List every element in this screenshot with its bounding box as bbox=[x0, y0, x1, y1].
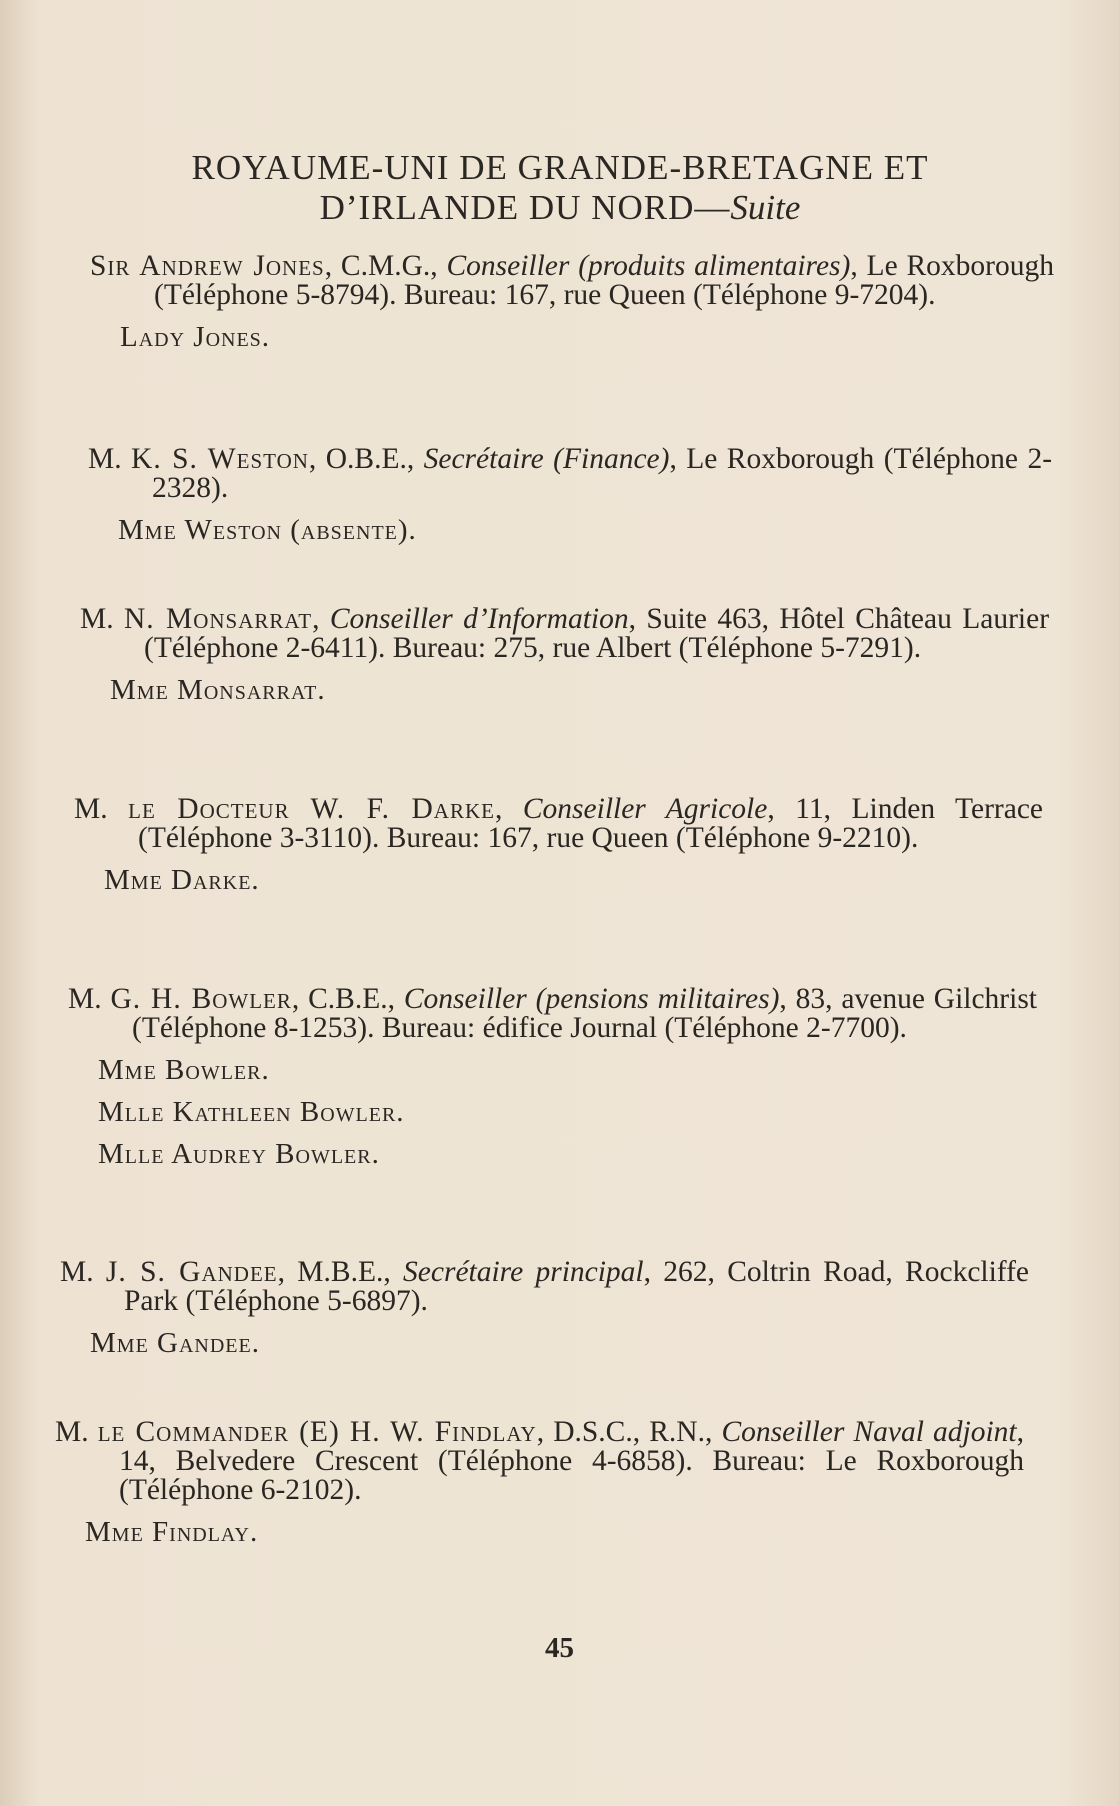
entry-gandee bbox=[0, 1258, 1119, 1358]
entry-title: Secrétaire (Finance) bbox=[423, 443, 670, 475]
entry-jones bbox=[0, 252, 1119, 352]
member: Mme Weston (absente). bbox=[118, 514, 417, 546]
entry-title: Secrétaire principal bbox=[403, 1256, 644, 1288]
entry-honours: , C.M.G., bbox=[324, 250, 447, 282]
entry-honours: , M.B.E., bbox=[277, 1256, 404, 1288]
member: Mme Bowler. bbox=[98, 1054, 270, 1086]
entry-text bbox=[80, 605, 1049, 663]
entry-prefix: M. bbox=[55, 1416, 89, 1448]
entry-text bbox=[60, 1258, 1029, 1316]
member: Mme Findlay. bbox=[85, 1516, 259, 1548]
entry-title: Conseiller Naval adjoint bbox=[721, 1416, 1017, 1448]
entry-details: , 262, Coltrin Road, Rockcliffe Park (Téléphone 5-6897). bbox=[124, 1256, 1030, 1317]
entry-title: Conseiller d’Information bbox=[329, 603, 629, 635]
entry-findlay bbox=[0, 1418, 1119, 1547]
member: Lady Jones. bbox=[120, 321, 271, 353]
heading-line-2 bbox=[120, 188, 1000, 228]
entry-weston bbox=[0, 445, 1119, 545]
entry-prefix: M. bbox=[68, 983, 102, 1015]
entry-prefix: M. bbox=[60, 1256, 94, 1288]
entry-monsarrat bbox=[0, 605, 1119, 705]
entry-name: J. S. Gandee bbox=[105, 1256, 278, 1288]
member: Mlle Kathleen Bowler. bbox=[98, 1096, 405, 1128]
entry-prefix: Sir bbox=[90, 250, 131, 282]
entry-text bbox=[88, 445, 1052, 503]
heading-suite: Suite bbox=[730, 188, 801, 227]
entry-details: , 14, Belvedere Crescent (Téléphone 4-6858). Bureau: Le Roxborough (Téléphone 6-2102). bbox=[119, 1416, 1024, 1506]
entry-darke bbox=[0, 795, 1119, 895]
entry-name: N. Monsarrat bbox=[123, 603, 313, 635]
entry-honours: , bbox=[312, 603, 330, 635]
entry-prefix: M. bbox=[74, 793, 108, 825]
entry-prefix: M. bbox=[80, 603, 114, 635]
entry-details: , Suite 463, Hôtel Château Laurier (Téléphone 2-6411). Bureau: 275, rue Albert (Téléphone 5-7291). bbox=[144, 603, 1050, 664]
entry-title: Conseiller (produits alimentaires) bbox=[446, 250, 851, 282]
entry-title: Conseiller (pensions militaires) bbox=[403, 983, 780, 1015]
entry-honours: , bbox=[494, 793, 523, 825]
entry-text bbox=[90, 252, 1054, 310]
entry-name: le Commander (E) H. W. Findlay bbox=[97, 1416, 537, 1448]
entry-title: Conseiller Agricole bbox=[522, 793, 768, 825]
section-heading bbox=[120, 148, 1000, 228]
entry-text bbox=[74, 795, 1043, 853]
entry-text bbox=[68, 985, 1037, 1043]
heading-line-2-text: D’IRLANDE DU NORD— bbox=[319, 188, 731, 227]
entry-details: , 83, avenue Gilchrist (Téléphone 8-1253). Bureau: édifice Journal (Téléphone 2-7700). bbox=[132, 983, 1038, 1044]
entry-honours: , C.B.E., bbox=[291, 983, 404, 1015]
entry-name: le Docteur W. F. Darke bbox=[128, 793, 495, 825]
member: Mme Monsarrat. bbox=[110, 674, 326, 706]
page-number: 45 bbox=[545, 1632, 574, 1664]
member: Mme Gandee. bbox=[90, 1327, 260, 1359]
entry-name: K. S. Weston bbox=[131, 443, 309, 475]
entry-honours: , O.B.E., bbox=[308, 443, 424, 475]
entry-bowler bbox=[0, 985, 1119, 1169]
entry-details: , Le Roxborough (Téléphone 5-8794). Bureau: 167, rue Queen (Téléphone 9-7204). bbox=[154, 250, 1054, 311]
entry-name: G. H. Bowler bbox=[110, 983, 292, 1015]
heading-line-1: ROYAUME-UNI DE GRANDE-BRETAGNE ET bbox=[191, 148, 929, 187]
entry-name: Andrew Jones bbox=[139, 250, 325, 282]
member: Mlle Audrey Bowler. bbox=[98, 1138, 380, 1170]
member: Mme Darke. bbox=[104, 864, 260, 896]
entry-prefix: M. bbox=[88, 443, 122, 475]
entry-honours: , D.S.C., R.N., bbox=[536, 1416, 722, 1448]
entry-details: , 11, Linden Terrace (Téléphone 3-3110). Bureau: 167, rue Queen (Téléphone 9-2210). bbox=[138, 793, 1044, 854]
entry-details: , Le Roxborough (Téléphone 2-2328). bbox=[152, 443, 1053, 504]
entry-text bbox=[55, 1418, 1024, 1505]
